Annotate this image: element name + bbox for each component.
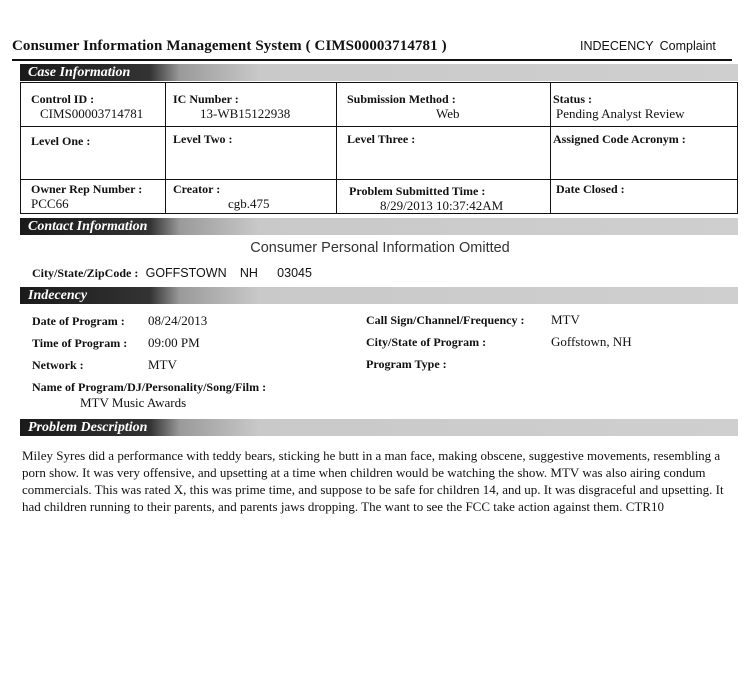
network-value: MTV <box>148 357 177 372</box>
creator-label: Creator : <box>173 182 221 196</box>
document-title: Consumer Information Management System ( CIMS00003714781 ) <box>12 38 447 54</box>
submission-method-label: Submission Method : <box>347 92 456 106</box>
level-two-label: Level Two : <box>173 132 233 146</box>
complaint-type-value: INDECENCY <box>580 39 654 53</box>
problem-description-text: Miley Syres did a performance with teddy bears, sticking he butt in a man face, making obscene, suggestive movements, resembling a porn show. It was very offensive, and upsetting at a time when children would be watching the show. MTV was also airing condum commercials. This was rated X, this was prime time, and suppose to be safe for children 14, and up. It was disgraceful and upsetting. It had children running to their parents, and parents jaws dropping. The want to see the FCC take action against them. CTR10 <box>22 448 724 514</box>
time-of-program-value: 09:00 PM <box>148 335 200 350</box>
level-three-label: Level Three : <box>347 132 416 146</box>
contact-state: NH <box>239 266 258 280</box>
section-header-problem <box>20 419 738 436</box>
complaint-type <box>580 39 716 53</box>
network-label: Network : <box>32 358 84 372</box>
owner-rep-label: Owner Rep Number : <box>31 182 143 196</box>
section-title-contact: Contact Information <box>28 219 148 234</box>
section-header-case <box>20 64 738 81</box>
level-one-label: Level One : <box>31 134 91 148</box>
call-sign-label: Call Sign/Channel/Frequency : <box>366 313 525 327</box>
section-header-contact <box>20 218 738 235</box>
program-name-label: Name of Program/DJ/Personality/Song/Film : <box>32 380 267 394</box>
call-sign-value: MTV <box>551 312 580 327</box>
date-of-program-label: Date of Program : <box>32 314 125 328</box>
date-of-program-value: 08/24/2013 <box>148 313 208 328</box>
program-name-value: MTV Music Awards <box>80 395 187 410</box>
control-id-value: CIMS00003714781 <box>40 106 144 121</box>
complaint-type-label: Complaint <box>659 39 716 53</box>
owner-rep-value: PCC66 <box>31 196 69 211</box>
control-id-label: Control ID : <box>31 92 95 106</box>
status-label: Status : <box>553 92 593 106</box>
section-header-indecency <box>20 287 738 304</box>
assigned-code-label: Assigned Code Acronym : <box>553 132 686 146</box>
creator-value: cgb.475 <box>228 196 270 211</box>
personal-info-omitted: Consumer Personal Information Omitted <box>250 240 510 256</box>
contact-zip: 03045 <box>277 266 312 280</box>
section-title-case: Case Information <box>28 65 131 80</box>
problem-time-value: 8/29/2013 10:37:42AM <box>380 198 504 213</box>
submission-method-value: Web <box>436 106 460 121</box>
grid-outline <box>20 82 738 214</box>
city-state-of-program-label: City/State of Program : <box>366 335 487 349</box>
city-state-zip-label: City/State/ZipCode : <box>32 266 139 280</box>
header-divider <box>12 59 732 61</box>
time-of-program-label: Time of Program : <box>32 336 128 350</box>
ic-number-label: IC Number : <box>173 92 239 106</box>
ic-number-value: 13-WB15122938 <box>200 106 291 121</box>
problem-time-label: Problem Submitted Time : <box>349 184 486 198</box>
status-value: Pending Analyst Review <box>556 106 685 121</box>
date-closed-label: Date Closed : <box>556 182 625 196</box>
city-state-zip-row <box>32 265 312 281</box>
contact-city: GOFFSTOWN <box>145 266 227 280</box>
section-title-problem: Problem Description <box>28 420 148 435</box>
city-state-of-program-value: Goffstown, NH <box>551 334 632 349</box>
section-title-indecency: Indecency <box>28 288 88 303</box>
case-information-grid <box>20 82 738 214</box>
program-type-label: Program Type : <box>366 357 447 371</box>
